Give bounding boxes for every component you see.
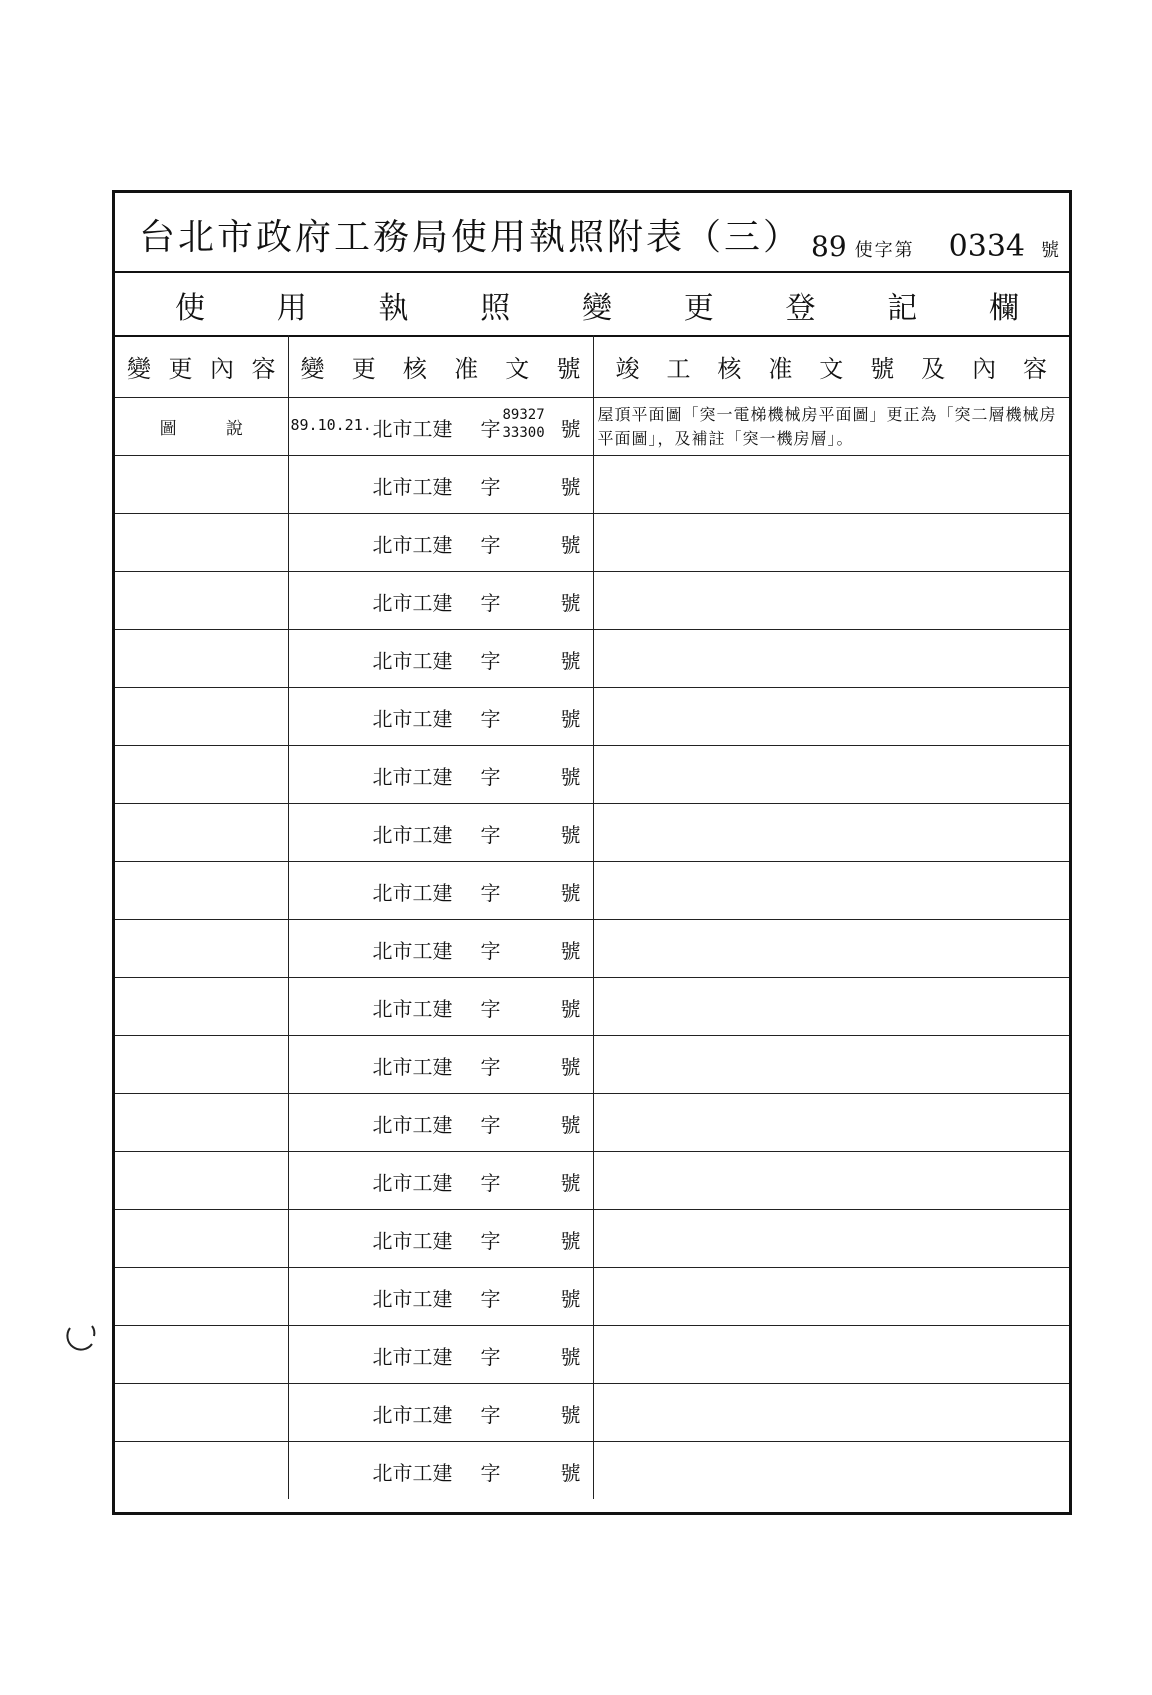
col-header-change-type-char: 變 xyxy=(127,354,151,383)
approval-prefix: 北市工建 xyxy=(372,475,453,499)
approval-hao: 號 xyxy=(560,939,581,963)
completion-content-cell xyxy=(593,630,1069,688)
change-register-banner xyxy=(115,271,1069,337)
change-type-cell xyxy=(115,804,288,862)
change-type-cell xyxy=(115,1036,288,1094)
banner-text xyxy=(175,283,1019,327)
approval-ref-cell xyxy=(288,1384,593,1442)
completion-content-text xyxy=(594,1353,1070,1357)
approval-prefix: 北市工建 xyxy=(372,417,453,441)
approval-hao: 號 xyxy=(560,997,581,1021)
change-type-cell xyxy=(115,920,288,978)
completion-content-text xyxy=(594,1237,1070,1241)
completion-content-text xyxy=(594,947,1070,951)
approval-hao: 號 xyxy=(560,1229,581,1253)
approval-zi: 字 xyxy=(480,649,501,673)
completion-content-text xyxy=(594,541,1070,545)
completion-content-text xyxy=(594,715,1070,719)
approval-date: 89.10.21. xyxy=(290,416,372,434)
table-row xyxy=(115,862,1069,920)
permit-serial: 0334 xyxy=(948,229,1025,264)
col-header-change-type-char: 容 xyxy=(251,354,276,383)
approval-number-line: 89327 xyxy=(502,407,545,423)
banner-char: 登 xyxy=(785,291,816,326)
approval-ref-cell xyxy=(288,1152,593,1210)
approval-zi: 字 xyxy=(480,1055,501,1079)
approval-zi: 字 xyxy=(480,1345,501,1369)
approval-zi: 字 xyxy=(480,475,501,499)
completion-content-cell xyxy=(593,1210,1069,1268)
approval-hao: 號 xyxy=(560,591,581,615)
completion-content-text xyxy=(594,1469,1070,1473)
approval-hao: 號 xyxy=(560,1113,581,1137)
table-row xyxy=(115,1210,1069,1268)
col-header-completion-char: 竣 xyxy=(615,354,640,383)
completion-content-text xyxy=(594,773,1070,777)
approval-hao: 號 xyxy=(560,1055,581,1079)
col-header-approval-ref-char: 號 xyxy=(556,354,581,383)
completion-content-cell xyxy=(593,1326,1069,1384)
completion-content-text xyxy=(594,1179,1070,1183)
completion-content-text xyxy=(594,1411,1070,1415)
approval-hao: 號 xyxy=(560,1345,581,1369)
completion-content-cell xyxy=(593,978,1069,1036)
col-header-approval-ref-char: 變 xyxy=(300,354,325,383)
table-row xyxy=(115,920,1069,978)
approval-zi: 字 xyxy=(480,707,501,731)
approval-prefix: 北市工建 xyxy=(372,1287,453,1311)
table-row xyxy=(115,456,1069,514)
table-row xyxy=(115,978,1069,1036)
change-type-cell xyxy=(115,1384,288,1442)
table-row xyxy=(115,1384,1069,1442)
approval-ref-cell xyxy=(288,1268,593,1326)
change-type-char: 說 xyxy=(225,419,243,439)
approval-zi: 字 xyxy=(480,881,501,905)
col-header-approval-ref-char: 文 xyxy=(505,354,530,383)
approval-ref-cell xyxy=(288,456,593,514)
approval-ref-cell xyxy=(288,398,593,456)
approval-hao: 號 xyxy=(560,1461,581,1485)
approval-ref-cell xyxy=(288,572,593,630)
change-type-cell xyxy=(115,746,288,804)
approval-prefix: 北市工建 xyxy=(372,1461,453,1485)
change-type-cell xyxy=(115,456,288,514)
approval-zi: 字 xyxy=(480,997,501,1021)
change-type-cell xyxy=(115,398,288,456)
approval-zi: 字 xyxy=(480,417,501,441)
completion-content-cell xyxy=(593,514,1069,572)
table-row xyxy=(115,398,1069,456)
table-row xyxy=(115,514,1069,572)
col-header-completion-char: 准 xyxy=(768,354,793,383)
completion-content-text xyxy=(594,1063,1070,1067)
approval-zi: 字 xyxy=(480,591,501,615)
change-type-cell xyxy=(115,1326,288,1384)
completion-content-text xyxy=(594,599,1070,603)
approval-hao: 號 xyxy=(560,475,581,499)
change-type-cell xyxy=(115,572,288,630)
completion-content-cell xyxy=(593,1094,1069,1152)
banner-char: 欄 xyxy=(989,291,1019,326)
approval-prefix: 北市工建 xyxy=(372,765,453,789)
completion-content-text xyxy=(594,1005,1070,1009)
banner-char: 執 xyxy=(378,291,409,326)
permit-kind: 使字第 xyxy=(854,240,915,261)
banner-char: 更 xyxy=(683,291,714,326)
approval-prefix: 北市工建 xyxy=(372,591,453,615)
completion-content-cell xyxy=(593,1152,1069,1210)
approval-ref-cell xyxy=(288,978,593,1036)
col-header-completion-char: 容 xyxy=(1023,354,1047,383)
completion-content-cell xyxy=(593,1036,1069,1094)
completion-content-text xyxy=(594,1121,1070,1125)
col-header-approval-ref xyxy=(288,335,593,398)
approval-ref-cell xyxy=(288,1036,593,1094)
table-row xyxy=(115,630,1069,688)
approval-ref-cell xyxy=(288,920,593,978)
table-row xyxy=(115,688,1069,746)
col-header-completion-char: 文 xyxy=(819,354,844,383)
change-type-cell xyxy=(115,514,288,572)
approval-ref-cell xyxy=(288,862,593,920)
approval-zi: 字 xyxy=(480,1461,501,1485)
title-row xyxy=(115,193,1069,273)
col-header-approval-ref-char: 更 xyxy=(351,354,376,383)
approval-zi: 字 xyxy=(480,1113,501,1137)
completion-content-cell xyxy=(593,862,1069,920)
permit-year: 89 xyxy=(811,230,847,263)
approval-ref-cell xyxy=(288,630,593,688)
col-header-completion xyxy=(593,335,1069,398)
completion-content-cell xyxy=(593,920,1069,978)
completion-content-cell xyxy=(593,572,1069,630)
completion-content-text xyxy=(594,889,1070,893)
banner-char: 使 xyxy=(175,291,205,326)
approval-ref-cell xyxy=(288,1442,593,1500)
table-row xyxy=(115,1268,1069,1326)
table-header-row xyxy=(115,335,1069,398)
completion-content-cell xyxy=(593,746,1069,804)
approval-hao: 號 xyxy=(560,1403,581,1427)
completion-content-cell xyxy=(593,804,1069,862)
col-header-completion-char: 核 xyxy=(717,354,742,383)
completion-content-cell xyxy=(593,688,1069,746)
approval-hao: 號 xyxy=(560,881,581,905)
col-header-completion-char: 工 xyxy=(666,354,691,383)
approval-hao: 號 xyxy=(560,823,581,847)
approval-prefix: 北市工建 xyxy=(372,1055,453,1079)
approval-prefix: 北市工建 xyxy=(372,881,453,905)
permit-suffix: 號 xyxy=(1041,240,1059,261)
table-row xyxy=(115,1152,1069,1210)
change-type-cell xyxy=(115,978,288,1036)
table-row xyxy=(115,1094,1069,1152)
approval-ref-cell xyxy=(288,1210,593,1268)
banner-char: 變 xyxy=(582,291,612,326)
approval-ref-cell xyxy=(288,804,593,862)
approval-ref-cell xyxy=(288,514,593,572)
approval-zi: 字 xyxy=(480,823,501,847)
approval-zi: 字 xyxy=(480,533,501,557)
col-header-change-type xyxy=(115,335,288,398)
permit-number xyxy=(811,229,1059,264)
banner-char: 記 xyxy=(887,291,918,326)
approval-hao: 號 xyxy=(560,1171,581,1195)
col-header-completion-char: 號 xyxy=(870,354,895,383)
col-header-completion-char: 及 xyxy=(921,354,946,383)
form-title: 台北市政府工務局使用執照附表（三） xyxy=(139,217,803,258)
completion-content-text xyxy=(594,831,1070,835)
approval-prefix: 北市工建 xyxy=(372,1345,453,1369)
col-header-completion-char: 內 xyxy=(972,354,997,383)
approval-hao: 號 xyxy=(560,649,581,673)
completion-content-cell xyxy=(593,456,1069,514)
approval-prefix: 北市工建 xyxy=(372,939,453,963)
approval-hao: 號 xyxy=(560,417,581,441)
col-header-approval-ref-char: 准 xyxy=(454,354,479,383)
table-row xyxy=(115,1036,1069,1094)
approval-prefix: 北市工建 xyxy=(372,1229,453,1253)
completion-content-cell xyxy=(593,1384,1069,1442)
change-type-cell xyxy=(115,630,288,688)
approval-ref-cell xyxy=(288,1094,593,1152)
change-type-cell xyxy=(115,1442,288,1500)
completion-content-cell xyxy=(593,398,1069,456)
approval-zi: 字 xyxy=(480,1403,501,1427)
completion-content-text xyxy=(594,483,1070,487)
approval-prefix: 北市工建 xyxy=(372,1113,453,1137)
approval-prefix: 北市工建 xyxy=(372,997,453,1021)
change-type-cell xyxy=(115,688,288,746)
approval-prefix: 北市工建 xyxy=(372,1403,453,1427)
approval-hao: 號 xyxy=(560,1287,581,1311)
approval-ref-cell xyxy=(288,688,593,746)
banner-char: 照 xyxy=(480,291,511,326)
permit-appendix-form xyxy=(112,190,1072,1515)
change-type-cell xyxy=(115,862,288,920)
change-type-cell xyxy=(115,1152,288,1210)
approval-number xyxy=(503,406,545,442)
col-header-change-type-char: 內 xyxy=(210,354,234,383)
approval-prefix: 北市工建 xyxy=(372,707,453,731)
completion-content-cell xyxy=(593,1268,1069,1326)
binder-hole-icon xyxy=(64,1318,98,1352)
approval-number-line: 33300 xyxy=(502,425,545,441)
table-row xyxy=(115,1326,1069,1384)
banner-char: 用 xyxy=(276,291,307,326)
change-type-cell xyxy=(115,1094,288,1152)
table-row xyxy=(115,746,1069,804)
approval-prefix: 北市工建 xyxy=(372,1171,453,1195)
approval-hao: 號 xyxy=(560,533,581,557)
completion-content-text xyxy=(594,1295,1070,1299)
col-header-approval-ref-char: 核 xyxy=(402,354,427,383)
col-header-change-type-char: 更 xyxy=(168,354,193,383)
completion-content-cell xyxy=(593,1442,1069,1500)
table-row xyxy=(115,572,1069,630)
approval-ref-cell xyxy=(288,746,593,804)
approval-prefix: 北市工建 xyxy=(372,823,453,847)
approval-ref-cell xyxy=(288,1326,593,1384)
approval-prefix: 北市工建 xyxy=(372,533,453,557)
approval-zi: 字 xyxy=(480,1287,501,1311)
change-register-table xyxy=(115,335,1069,1499)
change-type-cell xyxy=(115,1268,288,1326)
approval-zi: 字 xyxy=(480,1229,501,1253)
table-row xyxy=(115,1442,1069,1500)
completion-content-text xyxy=(594,657,1070,661)
approval-zi: 字 xyxy=(480,939,501,963)
change-type-cell xyxy=(115,1210,288,1268)
table-row xyxy=(115,804,1069,862)
change-type-char: 圖 xyxy=(159,419,177,439)
approval-hao: 號 xyxy=(560,707,581,731)
approval-zi: 字 xyxy=(480,1171,501,1195)
approval-zi: 字 xyxy=(480,765,501,789)
approval-prefix: 北市工建 xyxy=(372,649,453,673)
completion-content-text: 屋頂平面圖「突一電梯機械房平面圖」更正為「突二層機械房平面圖」，及補註「突一機房層」。 xyxy=(597,404,1057,448)
approval-hao: 號 xyxy=(560,765,581,789)
